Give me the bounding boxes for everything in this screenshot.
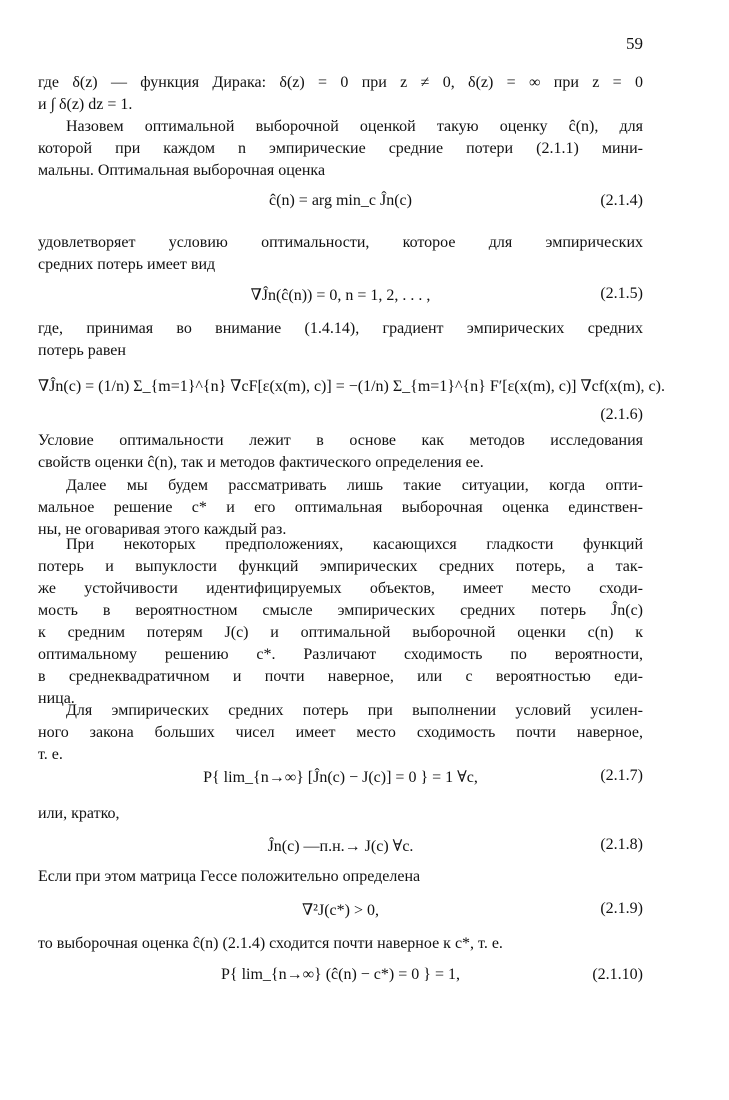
text-line: в среднеквадратичном и почти наверное, или с вероятностью еди-	[38, 668, 643, 685]
paragraph-optimality-condition	[38, 232, 643, 276]
text-line: При некоторых предположениях, касающихся гладкости функций	[66, 536, 643, 553]
text-line: т. е.	[38, 746, 63, 763]
equation-2-1-8	[38, 836, 643, 866]
text-line: Если при этом матрица Гессе положительно определена	[38, 868, 421, 885]
equation-body: ∇Ĵn(c) = (1/n) Σ_{m=1}^{n} ∇cF[ε(x(m), c)] = −(1/n) Σ_{m=1}^{n} F′[ε(x(m), c)] ∇cf(x(m), c).	[38, 378, 665, 395]
equation-body: ∇Ĵn(ĉ(n)) = 0, n = 1, 2, . . . ,	[250, 287, 431, 304]
text-line: то выборочная оценка ĉ(n) (2.1.4) сходится почти наверное к c*, т. е.	[38, 935, 503, 952]
dirac-definition	[38, 72, 643, 116]
text-line: оптимальному решению c*. Различают сходимость по вероятности,	[38, 646, 643, 663]
text-line: мальны. Оптимальная выборочная оценка	[38, 162, 326, 179]
equation-body: P{ lim_{n→∞} [Ĵn(c) − J(c)] = 0 } = 1 ∀c,	[203, 769, 478, 786]
equation-2-1-4	[38, 192, 643, 222]
equation-number: (2.1.10)	[592, 966, 643, 983]
text-line: средних потерь имеет вид	[38, 256, 216, 273]
paragraph-briefly	[38, 803, 643, 825]
text-line: к средним потерям J(c) и оптимальной выборочной оценки c(n) к	[38, 624, 643, 641]
text-line: ница.	[38, 690, 75, 707]
equation-2-1-7	[38, 767, 643, 797]
equation-number: (2.1.4)	[600, 192, 643, 209]
equation-2-1-6	[38, 364, 665, 423]
text-line: или, кратко,	[38, 805, 120, 822]
paragraph-convergence	[38, 534, 643, 710]
text-line: потерь и выпуклости функций эмпирических средних потерь, а так-	[38, 558, 643, 575]
equation-number: (2.1.8)	[600, 836, 643, 853]
paragraph-strong-law	[38, 700, 643, 766]
equation-2-1-9	[38, 900, 643, 930]
page-number: 59	[626, 34, 643, 53]
paragraph-gradient	[38, 318, 643, 362]
equation-number: (2.1.9)	[600, 900, 643, 917]
equation-body: ∇²J(c*) > 0,	[302, 902, 379, 919]
paragraph-optimal-estimate	[38, 116, 643, 182]
equation-2-1-5	[38, 285, 643, 315]
equation-number: (2.1.7)	[600, 767, 643, 784]
equation-number: (2.1.6)	[600, 406, 643, 423]
paragraph-uniqueness	[38, 475, 643, 541]
paragraph-optimality-basis	[38, 430, 643, 474]
text-line: которой при каждом n эмпирические средние потери (2.1.1) мини-	[38, 140, 643, 157]
paragraph-estimate-converges	[38, 933, 643, 955]
equation-body: Ĵn(c) —п.н.→ J(c) ∀c.	[267, 838, 414, 855]
text-line: мость в вероятностном смысле эмпирических средних потерь Ĵn(c)	[38, 602, 643, 619]
text-line: Для эмпирических средних потерь при выполнении условий усилен-	[66, 702, 643, 719]
text-line: потерь равен	[38, 342, 126, 359]
text-line: Далее мы будем рассматривать лишь такие ситуации, когда опти-	[66, 477, 643, 494]
text-line: свойств оценки ĉ(n), так и методов фактического определения ее.	[38, 454, 484, 471]
text-line: где, принимая во внимание (1.4.14), градиент эмпирических средних	[38, 320, 643, 337]
paragraph-hessian	[38, 866, 643, 888]
text-line: ного закона больших чисел имеет место сходимость почти наверное,	[38, 724, 643, 741]
equation-2-1-10	[38, 966, 643, 996]
equation-body: P{ lim_{n→∞} (ĉ(n) − c*) = 0 } = 1,	[221, 966, 460, 983]
equation-body: ĉ(n) = arg min_c Ĵn(c)	[269, 192, 412, 209]
text-line: мальное решение c* и его оптимальная выборочная оценка единствен-	[38, 499, 643, 516]
text-line: же устойчивости идентифицируемых объектов, имеет место сходи-	[38, 580, 643, 597]
text-line: Условие оптимальности лежит в основе как методов исследования	[38, 432, 643, 449]
text-line: удовлетворяет условию оптимальности, которое для эмпирических	[38, 234, 643, 251]
text-line: и ∫ δ(z) dz = 1.	[38, 96, 133, 113]
equation-number: (2.1.5)	[600, 285, 643, 302]
text-line: ны, не оговаривая этого каждый раз.	[38, 521, 287, 538]
text-line: где δ(z) — функция Дирака: δ(z) = 0 при z ≠ 0, δ(z) = ∞ при z = 0	[38, 74, 643, 91]
text-line: Назовем оптимальной выборочной оценкой такую оценку ĉ(n), для	[66, 118, 643, 135]
